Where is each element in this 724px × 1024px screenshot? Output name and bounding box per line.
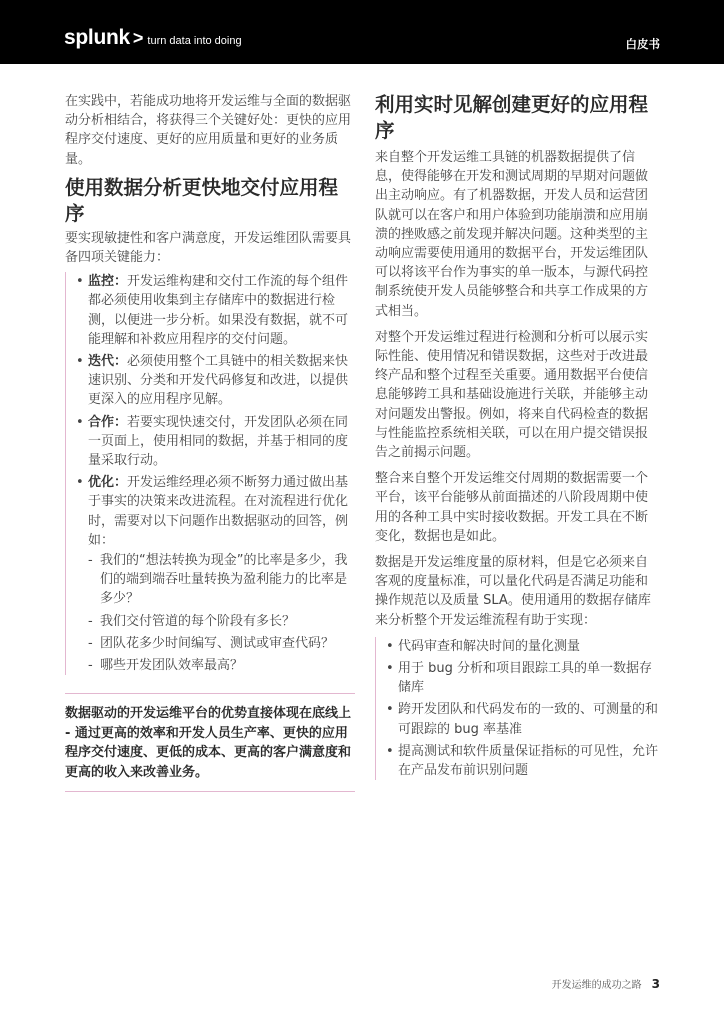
dash-icon: - bbox=[88, 553, 93, 569]
list-item-text: 用于 bug 分析和项目跟踪工具的单一数据存储库 bbox=[398, 661, 653, 696]
logo-wordmark: splunk bbox=[64, 26, 130, 49]
bullet-icon: • bbox=[76, 414, 84, 430]
body-paragraph: 来自整个开发运维工具链的机器数据提供了信息，使得能够在开发和测试周期的早期对问题做出主动响应。有了机器数据，开发人员和运营团队就可以在客户和用户体验到功能崩溃和应用崩溃的挫败感之前发现并解决问题。这种类型的主动响应需要使用通用的数据平台，开发运维团队可以将该平台作为事实的单一版本，与源代码控制系统使开发人员能够整合和共享工作成果的方式相当。 bbox=[375, 150, 649, 319]
body-paragraph: 整合来自整个开发运维交付周期的数据需要一个平台，该平台能够从前面描述的八阶段周期中使用的各种工具中实时接收数据。开发工具在不断变化，数据也是如此。 bbox=[375, 471, 649, 544]
logo-chevron-icon: > bbox=[132, 28, 144, 48]
list-item bbox=[76, 413, 355, 471]
list-item bbox=[76, 352, 355, 410]
left-column bbox=[65, 92, 355, 792]
body-paragraph: 数据是开发运维度量的原材料，但是它必须来自客观的度量标准，可以量化代码是否满足功能和操作规范以及质量 SLA。使用通用的数据存储库来分析整个开发运维流程有助于实现： bbox=[375, 555, 651, 628]
page-number: 3 bbox=[651, 977, 660, 991]
bullet-icon: • bbox=[76, 274, 84, 290]
list-item-text: 若要实现快速交付，开发团队必须在同一页面上，使用相同的数据，并基于相同的度量采取行动。 bbox=[88, 414, 349, 469]
section-heading-deliver: 使用数据分析更快地交付应用程序 bbox=[65, 175, 339, 225]
list-item-text: 跨开发团队和代码发布的一致的、可测量的和可跟踪的 bug 率基准 bbox=[398, 702, 659, 737]
bullet-icon: • bbox=[386, 743, 394, 759]
callout-box bbox=[65, 693, 355, 792]
list-item bbox=[76, 473, 355, 675]
sub-list-item bbox=[88, 634, 355, 653]
section-heading-insights: 利用实时见解创建更好的应用程序 bbox=[375, 93, 649, 142]
list-item-term: 优化： bbox=[88, 475, 128, 491]
callout-text: 数据驱动的开发运维平台的优势直接体现在底线上 - 通过更高的效率和开发人员生产率、更快的应用程序交付速度、更低的成本、更高的客户满意度和更高的收入来改善业务。 bbox=[65, 706, 352, 780]
right-column bbox=[375, 92, 660, 783]
dash-icon: - bbox=[88, 658, 93, 674]
intro-paragraph: 在实践中，若能成功地将开发运维与全面的数据驱动分析相结合，将获得三个关键好处：更快的应用程序交付速度、更好的应用质量和更好的业务质量。 bbox=[65, 94, 352, 167]
sub-list-item-text: 我们交付管道的每个阶段有多长？ bbox=[100, 613, 296, 629]
list-item-text: 代码审查和解决时间的量化测量 bbox=[398, 638, 581, 654]
list-item bbox=[386, 742, 660, 780]
benefits-list bbox=[375, 637, 660, 780]
splunk-logo bbox=[64, 27, 242, 49]
bullet-icon: • bbox=[386, 702, 394, 718]
list-item bbox=[76, 272, 355, 349]
dash-icon: - bbox=[88, 613, 93, 629]
page-header bbox=[0, 0, 724, 64]
sub-list-item-text: 我们的“想法转换为现金”的比率是多少，我们的端到端吞吐量转换为盈利能力的比率是多少？ bbox=[100, 553, 348, 607]
footer-title: 开发运维的成功之路 bbox=[551, 980, 642, 991]
dash-icon: - bbox=[88, 635, 93, 651]
sub-list-item-text: 哪些开发团队效率最高？ bbox=[100, 658, 244, 674]
capabilities-list bbox=[65, 272, 355, 675]
sub-list-item bbox=[88, 551, 355, 609]
list-item-text: 开发运维经理必须不断努力通过做出基于事实的决策来改进流程。在对流程进行优化时，需要对以下问题作出数据驱动的回答，例如： bbox=[88, 475, 349, 548]
list-item bbox=[386, 659, 660, 697]
capabilities-lead: 要实现敏捷性和客户满意度，开发运维团队需要具备四项关键能力： bbox=[65, 230, 352, 266]
list-item-term: 合作： bbox=[88, 414, 128, 430]
document-type-label: 白皮书 bbox=[625, 37, 660, 51]
body-paragraph: 对整个开发运维过程进行检测和分析可以展示实际性能、使用情况和错误数据，这些对于改进最终产品和整个过程至关重要。通用数据平台使信息能够跨工具和基础设施进行关联，并能够主动对问题发出警报。例如，将来自代码检查的数据与性能监控系统相关联，可以在用户提交错误报告之前揭示问题。 bbox=[375, 329, 649, 461]
bullet-icon: • bbox=[76, 475, 84, 491]
bullet-icon: • bbox=[76, 354, 84, 370]
bullet-icon: • bbox=[386, 661, 394, 677]
list-item bbox=[386, 637, 660, 656]
page-footer bbox=[552, 976, 660, 991]
sub-list-item-text: 团队花多少时间编写、测试或审查代码？ bbox=[100, 635, 335, 651]
sub-list-item bbox=[88, 612, 355, 631]
list-item-text: 必须使用整个工具链中的相关数据来快速识别、分类和开发代码修复和改进，以提供更深入的应用程序见解。 bbox=[88, 354, 349, 408]
list-item-text: 提高测试和软件质量保证指标的可见性，允许在产品发布前识别问题 bbox=[398, 743, 659, 779]
sub-list-item bbox=[88, 656, 355, 675]
list-item-term: 监控： bbox=[88, 274, 128, 290]
bullet-icon: • bbox=[386, 638, 394, 654]
list-item-term: 迭代： bbox=[88, 354, 128, 370]
list-item-text: 开发运维构建和交付工作流的每个组件都必须使用收集到主存储库中的数据进行检测，以便进一步分析。如果没有数据，就不可能理解和补救应用程序的交付问题。 bbox=[88, 274, 349, 347]
logo-tagline: turn data into doing bbox=[147, 35, 242, 47]
list-item bbox=[386, 700, 660, 738]
